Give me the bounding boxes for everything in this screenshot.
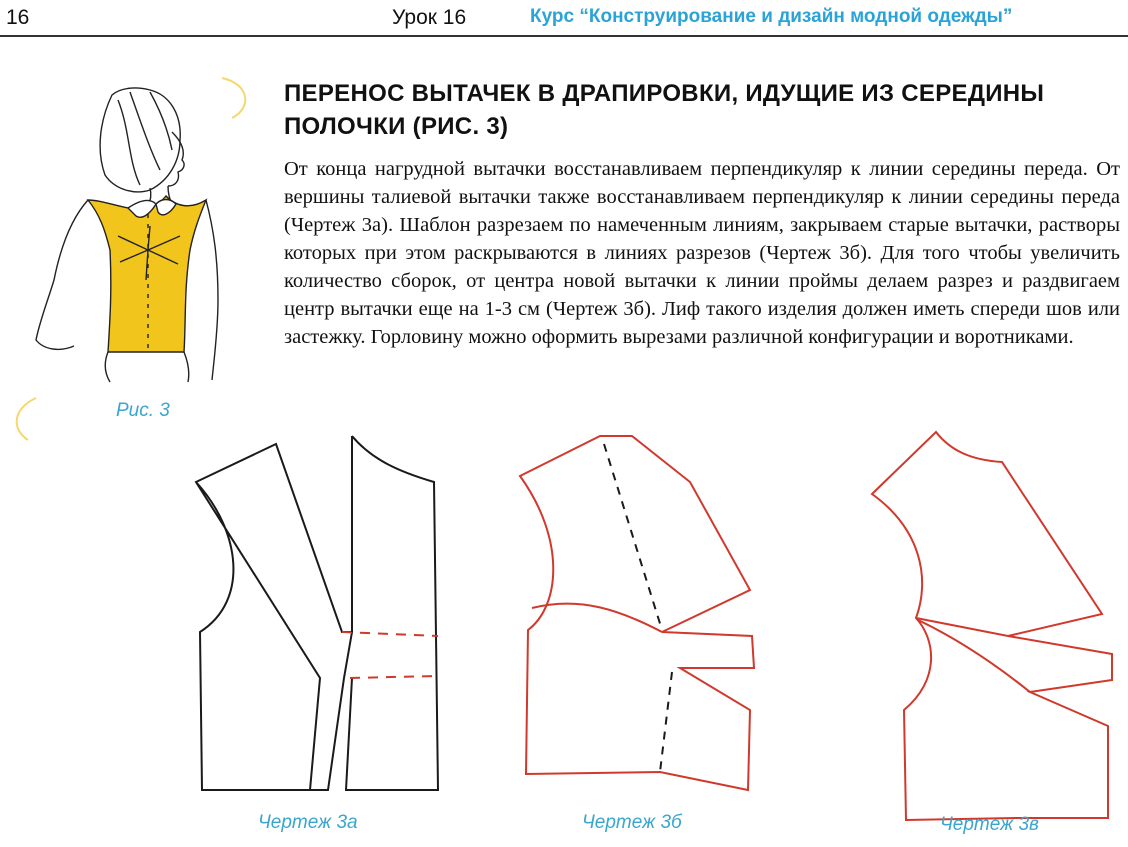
- drawing-3a-dart-line-1: [342, 632, 438, 636]
- drawing-3b-outline: [520, 436, 754, 790]
- figure-caption: Рис. 3: [116, 400, 170, 421]
- drawing-3a-dart-line-2: [350, 676, 436, 678]
- drawing-3v-gather-line-2: [918, 620, 1030, 692]
- drawing-3v: [872, 432, 1112, 820]
- drawing-3b-slash-top: [604, 444, 662, 630]
- drawing-3v-gather-line-1: [916, 618, 1008, 636]
- drawing-3v-outline: [872, 432, 1112, 820]
- drawing-3v-caption: Чертеж 3в: [940, 814, 1039, 835]
- body-paragraph: От конца нагрудной вытачки восстанавливаем перпендикуляр к линии середины переда. От вершины талиевой вытачки также восстанавливаем перпендикуляр к линии середины переда (Чертеж 3а). Шаблон разрезаем по намеченным линиям, закрываем старые вытачки, растворы которых при этом раскрываются в линиях разрезов (Чертеж 3б). Для того чтобы увеличить количество сборок, от центра новой вытачки к линии проймы делаем разрез и раздвигаем центр вытачки еще на 1-3 см (Чертеж 3б). Лиф такого изделия должен иметь спереди шов или застежку. Горловину можно оформить вырезами различной конфигурации и воротниками.: [284, 158, 1120, 348]
- section-heading: ПЕРЕНОС ВЫТАЧЕК В ДРАПИРОВКИ, ИДУЩИЕ ИЗ СЕРЕДИНЫ ПОЛОЧКИ (РИС. 3): [284, 80, 1045, 140]
- hip-line: [105, 352, 189, 382]
- lesson-label: Урок 16: [392, 6, 467, 29]
- drawing-3a-outline: [196, 436, 438, 790]
- drawing-3b: [520, 436, 754, 790]
- drawing-3b-cut-line: [532, 604, 662, 632]
- drawing-3b-slash-bottom: [660, 672, 672, 772]
- fashion-figure-illustration: [36, 88, 218, 382]
- accent-swoosh-bottom: [17, 398, 36, 440]
- left-arm: [36, 200, 88, 349]
- page-number: 16: [6, 6, 30, 29]
- drawing-3b-caption: Чертеж 3б: [582, 812, 682, 833]
- hair-outline: [100, 88, 180, 192]
- course-title: Курс “Конструирование и дизайн модной одежды”: [530, 6, 1013, 27]
- accent-swoosh-top: [222, 78, 245, 118]
- drawing-3a: [196, 436, 438, 790]
- right-arm: [206, 200, 218, 380]
- drawing-3a-caption: Чертеж 3а: [258, 812, 358, 833]
